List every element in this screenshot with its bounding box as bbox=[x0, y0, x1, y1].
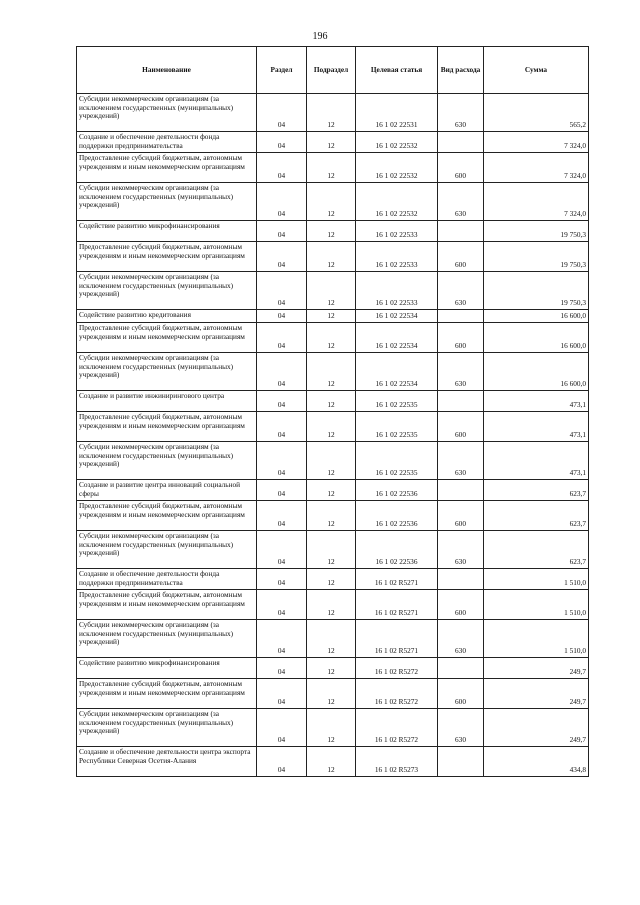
row-target: 16 1 02 R5272 bbox=[356, 658, 438, 679]
row-podrazdel: 12 bbox=[307, 221, 356, 242]
row-razdel: 04 bbox=[257, 323, 307, 353]
row-type: 600 bbox=[438, 501, 484, 531]
row-target: 16 1 02 R5271 bbox=[356, 569, 438, 590]
row-podrazdel: 12 bbox=[307, 94, 356, 132]
row-podrazdel: 12 bbox=[307, 132, 356, 153]
row-podrazdel: 12 bbox=[307, 242, 356, 272]
header-razdel: Раздел bbox=[257, 47, 307, 94]
row-razdel: 04 bbox=[257, 412, 307, 442]
row-target: 16 1 02 22536 bbox=[356, 531, 438, 569]
table-body bbox=[77, 94, 589, 777]
row-target: 16 1 02 R5273 bbox=[356, 747, 438, 777]
header-podrazdel: Подраздел bbox=[307, 47, 356, 94]
row-sum: 7 324,0 bbox=[484, 183, 589, 221]
table-row bbox=[77, 531, 589, 569]
row-target: 16 1 02 R5271 bbox=[356, 590, 438, 620]
row-target: 16 1 02 22532 bbox=[356, 132, 438, 153]
row-name: Содействие развитию микрофинансирования bbox=[77, 658, 257, 679]
header-name: Наименование bbox=[77, 47, 257, 94]
row-name: Создание и развитие центра инноваций социальной сферы bbox=[77, 480, 257, 501]
row-target: 16 1 02 R5271 bbox=[356, 620, 438, 658]
row-type bbox=[438, 391, 484, 412]
row-podrazdel: 12 bbox=[307, 747, 356, 777]
row-name: Предоставление субсидий бюджетным, автономным учреждениям и иным некоммерческим организациям bbox=[77, 501, 257, 531]
row-podrazdel: 12 bbox=[307, 353, 356, 391]
row-name: Субсидии некоммерческим организациям (за исключением государственных (муниципальных) учреждений) bbox=[77, 353, 257, 391]
table-row bbox=[77, 94, 589, 132]
row-target: 16 1 02 22534 bbox=[356, 323, 438, 353]
row-razdel: 04 bbox=[257, 620, 307, 658]
table-row bbox=[77, 480, 589, 501]
row-type bbox=[438, 132, 484, 153]
row-type: 630 bbox=[438, 531, 484, 569]
row-name: Содействие развитию кредитования bbox=[77, 310, 257, 323]
row-sum: 623,7 bbox=[484, 480, 589, 501]
row-type bbox=[438, 221, 484, 242]
table-row bbox=[77, 391, 589, 412]
row-name: Предоставление субсидий бюджетным, автономным учреждениям и иным некоммерческим организациям bbox=[77, 679, 257, 709]
header-type: Вид расхода bbox=[438, 47, 484, 94]
row-target: 16 1 02 R5272 bbox=[356, 679, 438, 709]
row-sum: 249,7 bbox=[484, 658, 589, 679]
row-type: 600 bbox=[438, 153, 484, 183]
table-row bbox=[77, 153, 589, 183]
row-target: 16 1 02 22531 bbox=[356, 94, 438, 132]
row-sum: 249,7 bbox=[484, 679, 589, 709]
row-podrazdel: 12 bbox=[307, 442, 356, 480]
row-sum: 249,7 bbox=[484, 709, 589, 747]
table-row bbox=[77, 747, 589, 777]
row-target: 16 1 02 22533 bbox=[356, 242, 438, 272]
row-name: Предоставление субсидий бюджетным, автономным учреждениям и иным некоммерческим организациям bbox=[77, 323, 257, 353]
row-sum: 16 600,0 bbox=[484, 323, 589, 353]
row-razdel: 04 bbox=[257, 501, 307, 531]
row-type: 630 bbox=[438, 183, 484, 221]
row-name: Субсидии некоммерческим организациям (за исключением государственных (муниципальных) учреждений) bbox=[77, 531, 257, 569]
row-target: 16 1 02 22535 bbox=[356, 412, 438, 442]
row-podrazdel: 12 bbox=[307, 272, 356, 310]
budget-table bbox=[76, 46, 589, 777]
row-type: 600 bbox=[438, 412, 484, 442]
row-razdel: 04 bbox=[257, 442, 307, 480]
row-podrazdel: 12 bbox=[307, 412, 356, 442]
row-podrazdel: 12 bbox=[307, 153, 356, 183]
row-type bbox=[438, 658, 484, 679]
table-row bbox=[77, 242, 589, 272]
row-target: 16 1 02 22535 bbox=[356, 391, 438, 412]
row-type: 630 bbox=[438, 353, 484, 391]
row-name: Создание и обеспечение деятельности центра экспорта Республики Северная Осетия-Алания bbox=[77, 747, 257, 777]
row-razdel: 04 bbox=[257, 310, 307, 323]
row-type: 600 bbox=[438, 323, 484, 353]
row-razdel: 04 bbox=[257, 132, 307, 153]
table-row bbox=[77, 501, 589, 531]
row-sum: 7 324,0 bbox=[484, 153, 589, 183]
row-name: Субсидии некоммерческим организациям (за исключением государственных (муниципальных) учреждений) bbox=[77, 620, 257, 658]
row-podrazdel: 12 bbox=[307, 391, 356, 412]
table-row bbox=[77, 221, 589, 242]
row-podrazdel: 12 bbox=[307, 501, 356, 531]
row-razdel: 04 bbox=[257, 183, 307, 221]
row-razdel: 04 bbox=[257, 569, 307, 590]
row-type: 630 bbox=[438, 94, 484, 132]
row-name: Субсидии некоммерческим организациям (за исключением государственных (муниципальных) учреждений) bbox=[77, 272, 257, 310]
row-target: 16 1 02 22533 bbox=[356, 272, 438, 310]
row-podrazdel: 12 bbox=[307, 709, 356, 747]
row-type: 600 bbox=[438, 679, 484, 709]
row-razdel: 04 bbox=[257, 590, 307, 620]
row-type: 600 bbox=[438, 590, 484, 620]
row-target: 16 1 02 22535 bbox=[356, 442, 438, 480]
table-row bbox=[77, 412, 589, 442]
row-sum: 473,1 bbox=[484, 442, 589, 480]
header-sum: Сумма bbox=[484, 47, 589, 94]
row-name: Предоставление субсидий бюджетным, автономным учреждениям и иным некоммерческим организациям bbox=[77, 242, 257, 272]
row-name: Субсидии некоммерческим организациям (за исключением государственных (муниципальных) учреждений) bbox=[77, 94, 257, 132]
row-sum: 1 510,0 bbox=[484, 620, 589, 658]
table-row bbox=[77, 272, 589, 310]
table-row bbox=[77, 658, 589, 679]
row-podrazdel: 12 bbox=[307, 569, 356, 590]
table-row bbox=[77, 183, 589, 221]
row-sum: 16 600,0 bbox=[484, 310, 589, 323]
row-razdel: 04 bbox=[257, 353, 307, 391]
row-type: 630 bbox=[438, 442, 484, 480]
row-target: 16 1 02 22532 bbox=[356, 153, 438, 183]
row-name: Субсидии некоммерческим организациям (за исключением государственных (муниципальных) учреждений) bbox=[77, 442, 257, 480]
row-podrazdel: 12 bbox=[307, 323, 356, 353]
row-target: 16 1 02 R5272 bbox=[356, 709, 438, 747]
row-target: 16 1 02 22534 bbox=[356, 353, 438, 391]
row-target: 16 1 02 22536 bbox=[356, 480, 438, 501]
row-razdel: 04 bbox=[257, 391, 307, 412]
row-sum: 473,1 bbox=[484, 391, 589, 412]
row-type bbox=[438, 480, 484, 501]
table-row bbox=[77, 323, 589, 353]
row-name: Предоставление субсидий бюджетным, автономным учреждениям и иным некоммерческим организациям bbox=[77, 412, 257, 442]
row-podrazdel: 12 bbox=[307, 183, 356, 221]
row-sum: 623,7 bbox=[484, 501, 589, 531]
row-razdel: 04 bbox=[257, 480, 307, 501]
row-sum: 623,7 bbox=[484, 531, 589, 569]
row-razdel: 04 bbox=[257, 272, 307, 310]
row-type: 630 bbox=[438, 709, 484, 747]
row-razdel: 04 bbox=[257, 153, 307, 183]
row-razdel: 04 bbox=[257, 221, 307, 242]
row-type bbox=[438, 310, 484, 323]
row-type: 630 bbox=[438, 272, 484, 310]
table-row bbox=[77, 353, 589, 391]
row-razdel: 04 bbox=[257, 242, 307, 272]
row-sum: 1 510,0 bbox=[484, 590, 589, 620]
row-type bbox=[438, 569, 484, 590]
row-target: 16 1 02 22532 bbox=[356, 183, 438, 221]
row-sum: 19 750,3 bbox=[484, 272, 589, 310]
row-name: Предоставление субсидий бюджетным, автономным учреждениям и иным некоммерческим организациям bbox=[77, 153, 257, 183]
row-podrazdel: 12 bbox=[307, 531, 356, 569]
row-razdel: 04 bbox=[257, 658, 307, 679]
table-row bbox=[77, 132, 589, 153]
row-sum: 1 510,0 bbox=[484, 569, 589, 590]
row-target: 16 1 02 22536 bbox=[356, 501, 438, 531]
row-podrazdel: 12 bbox=[307, 590, 356, 620]
row-name: Содействие развитию микрофинансирования bbox=[77, 221, 257, 242]
row-type: 600 bbox=[438, 242, 484, 272]
table-row bbox=[77, 590, 589, 620]
row-sum: 19 750,3 bbox=[484, 242, 589, 272]
row-podrazdel: 12 bbox=[307, 310, 356, 323]
row-type bbox=[438, 747, 484, 777]
row-target: 16 1 02 22533 bbox=[356, 221, 438, 242]
header-target: Целевая статья bbox=[356, 47, 438, 94]
row-razdel: 04 bbox=[257, 679, 307, 709]
table-row bbox=[77, 442, 589, 480]
row-sum: 16 600,0 bbox=[484, 353, 589, 391]
table-row bbox=[77, 709, 589, 747]
row-target: 16 1 02 22534 bbox=[356, 310, 438, 323]
row-podrazdel: 12 bbox=[307, 620, 356, 658]
row-razdel: 04 bbox=[257, 94, 307, 132]
row-podrazdel: 12 bbox=[307, 480, 356, 501]
row-type: 630 bbox=[438, 620, 484, 658]
row-podrazdel: 12 bbox=[307, 658, 356, 679]
row-name: Создание и обеспечение деятельности фонда поддержки предпринимательства bbox=[77, 569, 257, 590]
row-razdel: 04 bbox=[257, 709, 307, 747]
table-row bbox=[77, 679, 589, 709]
row-name: Создание и развитие инжинирингового центра bbox=[77, 391, 257, 412]
row-sum: 473,1 bbox=[484, 412, 589, 442]
row-sum: 434,8 bbox=[484, 747, 589, 777]
table-row bbox=[77, 620, 589, 658]
row-sum: 7 324,0 bbox=[484, 132, 589, 153]
row-name: Создание и обеспечение деятельности фонда поддержки предпринимательства bbox=[77, 132, 257, 153]
row-podrazdel: 12 bbox=[307, 679, 356, 709]
row-name: Субсидии некоммерческим организациям (за исключением государственных (муниципальных) учреждений) bbox=[77, 709, 257, 747]
row-razdel: 04 bbox=[257, 747, 307, 777]
table-row bbox=[77, 310, 589, 323]
row-name: Предоставление субсидий бюджетным, автономным учреждениям и иным некоммерческим организациям bbox=[77, 590, 257, 620]
row-sum: 19 750,3 bbox=[484, 221, 589, 242]
table-row bbox=[77, 569, 589, 590]
row-sum: 565,2 bbox=[484, 94, 589, 132]
row-name: Субсидии некоммерческим организациям (за исключением государственных (муниципальных) учреждений) bbox=[77, 183, 257, 221]
page-number: 196 bbox=[312, 31, 328, 42]
table-header-row bbox=[77, 47, 589, 94]
row-razdel: 04 bbox=[257, 531, 307, 569]
